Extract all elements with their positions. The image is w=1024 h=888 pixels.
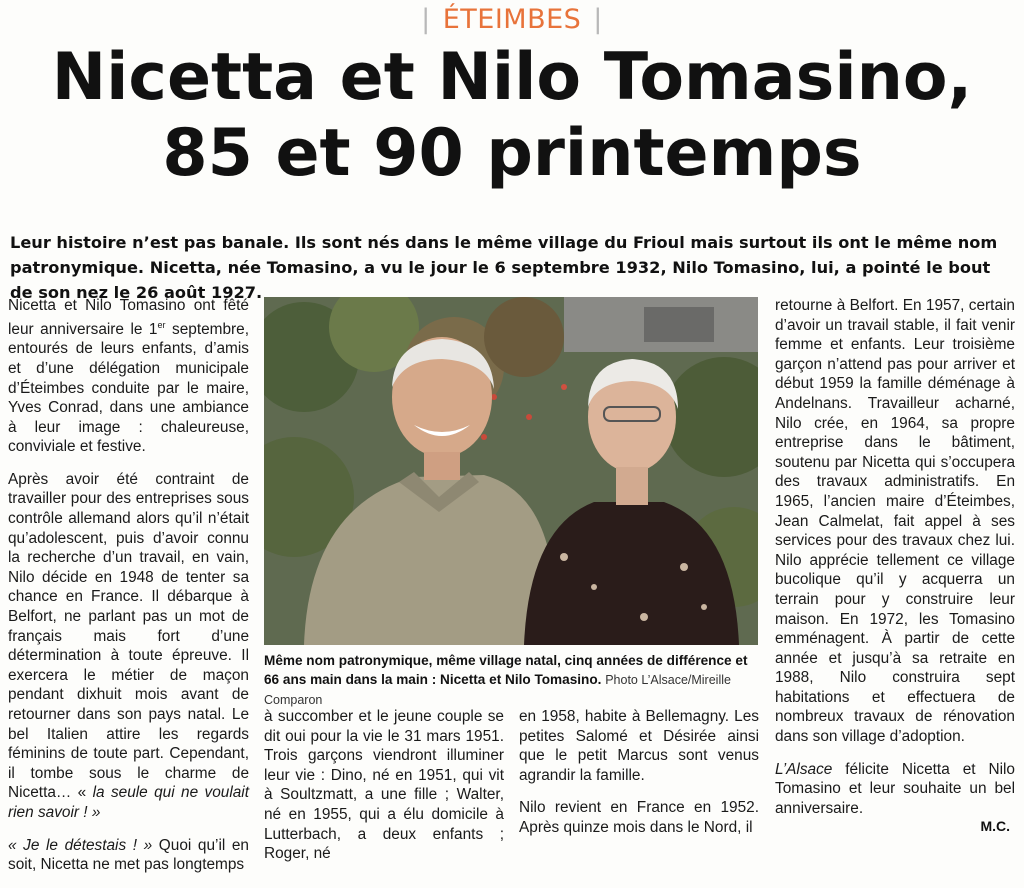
section-rubric <box>0 4 1024 35</box>
p1-text-a: Nicetta et Nilo Tomasino ont fêté leur anniversaire le 1 <box>8 297 249 338</box>
p8-newspaper-name: L’Alsace <box>775 760 833 778</box>
paragraph-4: à succomber et le jeune couple se dit oui pour la vie le 31 mars 1951. Trois garçons viendront illuminer leur vie : Dino, né en 1951, qui vit à Soultzmatt, a une fille ; Walter, né en 1955, qui a élu domicile à Lutterbach, a deux enfants ; Roger, né <box>264 708 504 863</box>
couple-photo-illustration <box>264 297 758 645</box>
column-3 <box>519 707 759 851</box>
author-signature: M.C. <box>980 818 1010 834</box>
headline-line-2: 85 et 90 printemps <box>162 116 862 191</box>
p1-text-b: septembre, entourés de leurs enfants, d’amis et d’une délégation municipale d’Éteimbes conduite par le maire, Yves Conrad, dans une ambiance à leur image : chaleureuse, conviviale et festive. <box>8 320 249 456</box>
rubric-divider-left: | <box>421 4 431 35</box>
column-1 <box>8 296 249 888</box>
column-4 <box>775 296 1015 831</box>
p1-superscript: er <box>157 319 166 330</box>
p3-text: Quoi qu’il en soit, Nicetta ne met pas longtemps <box>8 836 249 874</box>
article-headline <box>0 40 1024 192</box>
p2-text: Après avoir été contraint de travailler pour des entreprises sous contrôle allemand alors qu’il n’était qu’adolescent, puis d’avoir connu la recherche d’un travail, en vain, Nilo décide en 1948 de tenter sa chance en France. Il débarque à Belfort, ne parlant pas un mot de français mais fort d’une détermination à toute épreuve. Il exercera le métier de maçon pendant dixhuit mois avant de retourner dans son pays natal. Le bel Italien attire les regards féminins de toute part. Cependant, il tombe sous le charme de Nicetta… « <box>8 470 249 802</box>
paragraph-8 <box>775 760 1015 819</box>
rubric-divider-right: | <box>593 4 603 35</box>
article-lead: Leur histoire n’est pas banale. Ils sont nés dans le même village du Frioul mais surtout ils ont le même nom patronymique. Nicetta, née Tomasino, a vu le jour le 6 septembre 1932, Nilo Tomasino, lui, a pointé le bout de son nez le 26 août 1927. <box>10 233 998 302</box>
paragraph-3 <box>8 836 249 875</box>
p8-text: félicite Nicetta et Nilo Tomasino et leur souhaite un bel anniversaire. <box>775 760 1015 817</box>
paragraph-5: en 1958, habite à Bellemagny. Les petites Salomé et Désirée ainsi que le petit Marcus sont venus agrandir la famille. <box>519 708 759 784</box>
paragraph-2 <box>8 470 249 823</box>
paragraph-1 <box>8 296 249 457</box>
photo-caption <box>264 651 758 710</box>
p2-quote: la seule qui ne voulait rien savoir ! » <box>8 784 249 821</box>
caption-text: Même nom patronymique, même village natal, cinq années de différence et 66 ans main dans la main : Nicetta et Nilo Tomasino. <box>264 653 748 687</box>
paragraph-6: Nilo revient en France en 1952. Après quinze mois dans le Nord, il <box>519 799 759 836</box>
photo-credit: Photo L’Alsace/Mireille Comparon <box>264 673 731 707</box>
p3-quote: « Je le détestais ! » <box>8 836 153 854</box>
paragraph-7: retourne à Belfort. En 1957, certain d’avoir un travail stable, il fait venir femme et enfants. Leur troisième garçon n’attend pas pour arriver et début 1959 la famille déménage à Andelnans. Travailleur acharné, Nilo crée, en 1964, sa propre entreprise dans le bâtiment, soutenu par Nicetta qui s’occupera des travaux administratifs. En 1965, l’ancien maire d’Éteimbes, Jean Calmelat, fait appel à ses services pour des travaux chez lui. Nilo apprécie tellement ce village bucolique qu’il y acquerra un terrain pour y construire leur maison. En 1972, les Tomasino emménagent. À partir de cette année et jusqu’à sa retraite en 1988, Nilo construira sept habitations et effectuera de nombreux travaux de rénovation dans son village d’adoption. <box>775 297 1015 746</box>
column-2 <box>264 707 504 877</box>
couple-photo <box>264 297 758 645</box>
headline-line-1: Nicetta et Nilo Tomasino, <box>51 40 973 115</box>
rubric-label: ÉTEIMBES <box>442 4 582 35</box>
